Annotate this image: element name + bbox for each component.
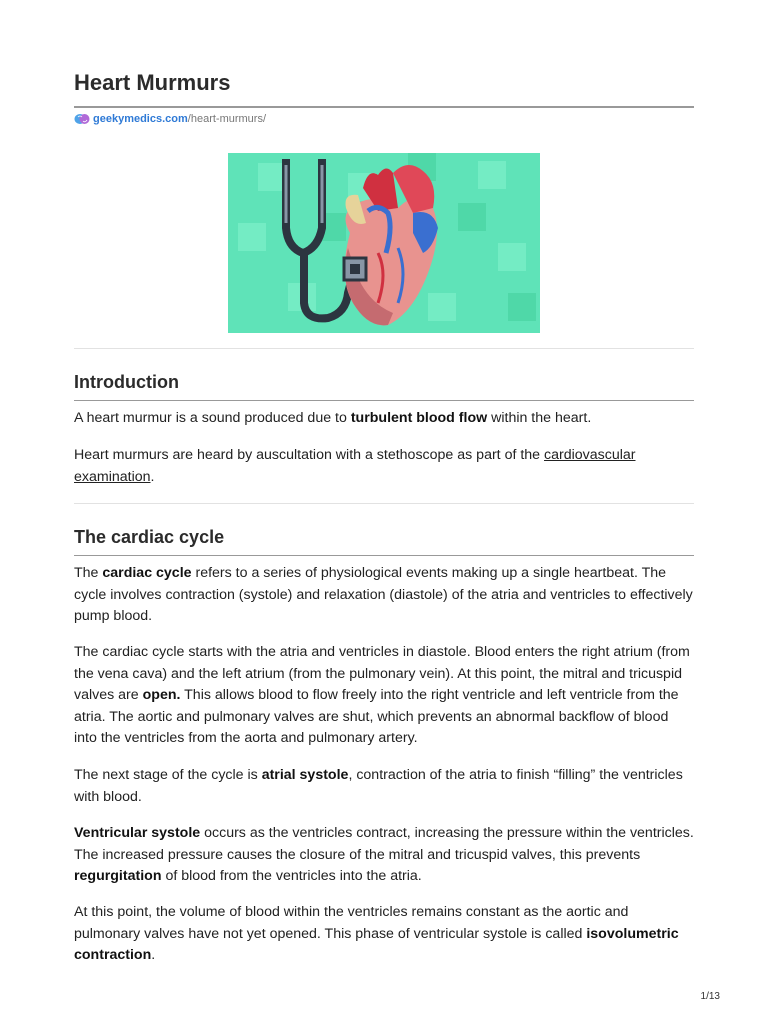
cardiac-cycle-heading: The cardiac cycle xyxy=(74,527,225,547)
section-divider xyxy=(74,503,694,504)
cardiovascular-examination-link[interactable]: cardiovascular examination xyxy=(74,447,636,485)
intro-paragraph-2: Heart murmurs are heard by auscultation with a stethoscope as part of the cardiovascular examination. xyxy=(74,447,636,485)
cardiac-cycle-heading-rule xyxy=(74,555,694,556)
geekymedics-logo-icon xyxy=(74,112,90,126)
cardiac-paragraph-2: The cardiac cycle starts with the atria and ventricles in diastole. Blood enters the right atrium (from the vena cava) and the left atrium (from the pulmonary vein). At this point, the mitral and tricuspid valves are open. This allows blood to flow freely into the right ventricle and left ventricle from the atria. The aortic and pulmonary valves are shut, which prevents an abnormal backflow of blood into the ventricles from the aorta and pulmonary artery. xyxy=(74,644,690,747)
page-title: Heart Murmurs xyxy=(74,70,231,95)
introduction-heading: Introduction xyxy=(74,372,179,392)
introduction-heading-rule xyxy=(74,400,694,401)
source-path[interactable]: /heart-murmurs/ xyxy=(187,113,267,125)
source-domain[interactable]: geekymedics.com xyxy=(93,113,188,125)
source-link[interactable] xyxy=(74,112,266,126)
page-number: 1/13 xyxy=(700,991,720,1002)
cardiac-paragraph-5: At this point, the volume of blood within the ventricles remains constant as the aortic and pulmonary valves have not yet opened. This phase of ventricular systole is called isovolumetric contraction. xyxy=(74,904,679,964)
intro-paragraph-1: A heart murmur is a sound produced due to turbulent blood flow within the heart. xyxy=(74,410,592,426)
cardiac-paragraph-4: Ventricular systole occurs as the ventricles contract, increasing the pressure within the ventricles. The increased pressure causes the closure of the mitral and tricuspid valves, this prevents regurgitation of blood from the ventricles into the atria. xyxy=(74,825,694,885)
cardiac-paragraph-1: The cardiac cycle refers to a series of physiological events making up a single heartbeat. The cycle involves contraction (systole) and relaxation (diastole) of the atria and ventricles to effectively pump blood. xyxy=(74,565,693,625)
section-divider xyxy=(74,348,694,349)
cardiac-paragraph-3: The next stage of the cycle is atrial systole, contraction of the atria to finish “filling” the ventricles with blood. xyxy=(74,767,683,805)
title-divider xyxy=(74,106,694,108)
hero-image-heart-stethoscope xyxy=(228,153,540,333)
